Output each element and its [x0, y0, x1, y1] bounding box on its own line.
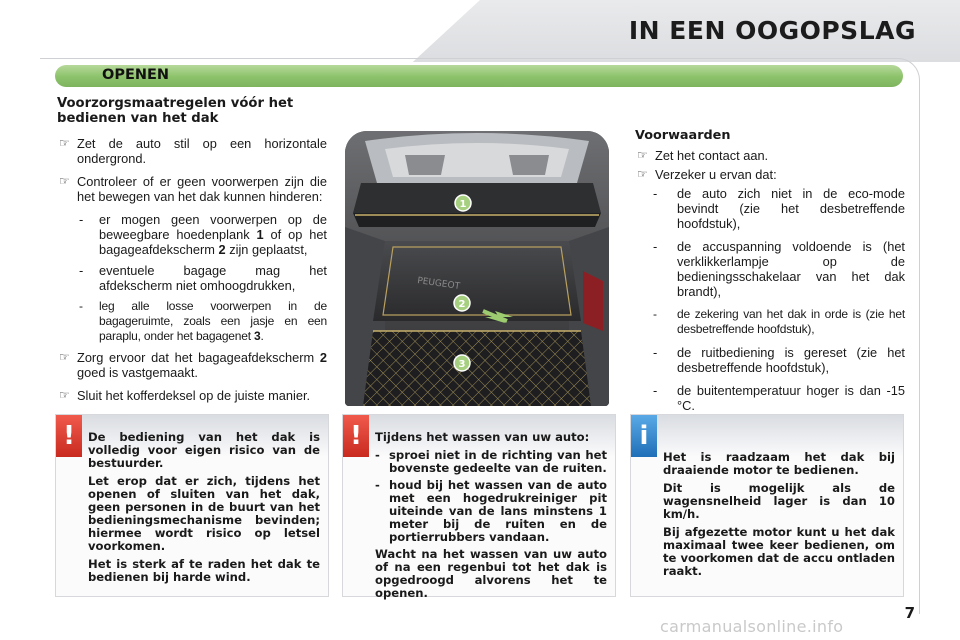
precaution-subitem: - er mogen geen voorwerpen op de beweegbare hoedenplank 1 of op het bagageafdekscherm 2 zijn geplaatst, [57, 212, 327, 257]
precaution-item: ☞ Controleer of er geen voorwerpen zijn die het bewegen van het dak kunnen hinderen: [57, 174, 327, 204]
box-paragraph: Bij afgezette motor kunt u het dak maximaal twee keer bedienen, om te voorkomen dat de accu ontladen raakt. [663, 525, 895, 578]
precaution-subitem: - eventuele bagage mag het afdekscherm niet omhoogdrukken, [57, 263, 327, 293]
warning-icon: ! [343, 415, 369, 457]
condition-subitem: - de accuspanning voldoende is (het verklikkerlampje op de bedieningsschakelaar van het dak brandt), [635, 239, 905, 299]
warning-icon: ! [56, 415, 82, 457]
precautions-column [57, 96, 327, 411]
info-icon: i [631, 415, 657, 457]
info-box-operation [630, 414, 904, 597]
box-title: Tijdens het wassen van uw auto: [375, 430, 590, 444]
box-paragraph: Let erop dat er zich, tijdens het openen of sluiten van het dak, geen personen in de buurt van het bedieningsmechanisme bevinden; hiermee wordt risico op letsel voorkomen. [88, 474, 320, 553]
precaution-item: ☞ Zet de auto stil op een horizontale ondergrond. [57, 136, 327, 166]
page-number: 7 [904, 604, 915, 622]
condition-subitem: - de auto zich niet in de eco-mode bevindt (zie het desbetreffende hoofdstuk), [635, 186, 905, 231]
box-paragraph: Dit is mogelijk als de wagensnelheid lager is dan 10 km/h. [663, 481, 895, 521]
callout-2 [454, 295, 470, 311]
precautions-heading: Voorzorgsmaatregelen vóór het bedienen van het dak [57, 96, 294, 126]
callout-3 [454, 355, 470, 371]
box-paragraph: Het is raadzaam het dak bij draaiende motor te bedienen. [663, 450, 895, 477]
box-dash-item: - houd bij het wassen van de auto met een hogedrukreiniger pit uiteinde van de lans minstens 1 meter bij de ruiten en de portierrubbers vandaan. [375, 479, 607, 544]
warning-box-risk [55, 414, 329, 597]
precaution-item: ☞ Sluit het kofferdeksel op de juiste manier. [57, 388, 327, 403]
section-bar [55, 65, 903, 87]
svg-text:3: 3 [458, 359, 466, 370]
svg-text:2: 2 [458, 299, 466, 310]
svg-text:PEUGEOT: PEUGEOT [416, 276, 461, 292]
box-paragraph: Wacht na het wassen van uw auto of na een regenbui tot het dak is opgedroogd alvorens het te openen. [375, 547, 607, 600]
header-band-white [0, 0, 480, 62]
trunk-illustration [345, 131, 609, 406]
svg-text:1: 1 [459, 199, 467, 210]
condition-item: ☞ Verzeker u ervan dat: [635, 167, 905, 182]
warning-box-washing [342, 414, 616, 600]
precaution-subitem: - leg alle losse voorwerpen in de bagageruimte, zoals een jasje en een paraplu, onder het bagagenet 3. [57, 299, 327, 344]
box-paragraph: De bediening van het dak is volledig voor eigen risico van de bestuurder. [88, 430, 320, 470]
watermark: carmanualsonline.info [660, 617, 844, 636]
condition-subitem: - de buitentemperatuur hoger is dan -15 °C. [635, 383, 905, 413]
section-title: OPENEN [102, 67, 170, 83]
callout-1 [455, 195, 471, 211]
trunk-photo [345, 131, 609, 406]
box-dash-item: - sproei niet in de richting van het bovenste gedeelte van de ruiten. [375, 449, 607, 475]
precaution-item: ☞ Zorg ervoor dat het bagageafdekscherm 2 goed is vastgemaakt. [57, 350, 327, 380]
page-title: IN EEN OOGOPSLAG [628, 16, 916, 45]
conditions-column [635, 128, 905, 421]
condition-subitem: - de ruitbediening is gereset (zie het desbetreffende hoofdstuk), [635, 345, 905, 375]
conditions-heading: Voorwaarden [635, 128, 731, 143]
condition-subitem: - de zekering van het dak in orde is (zie het desbetreffende hoofdstuk), [635, 307, 905, 337]
box-paragraph: Het is sterk af te raden het dak te bedienen bij harde wind. [88, 557, 320, 584]
condition-item: ☞ Zet het contact aan. [635, 148, 905, 163]
